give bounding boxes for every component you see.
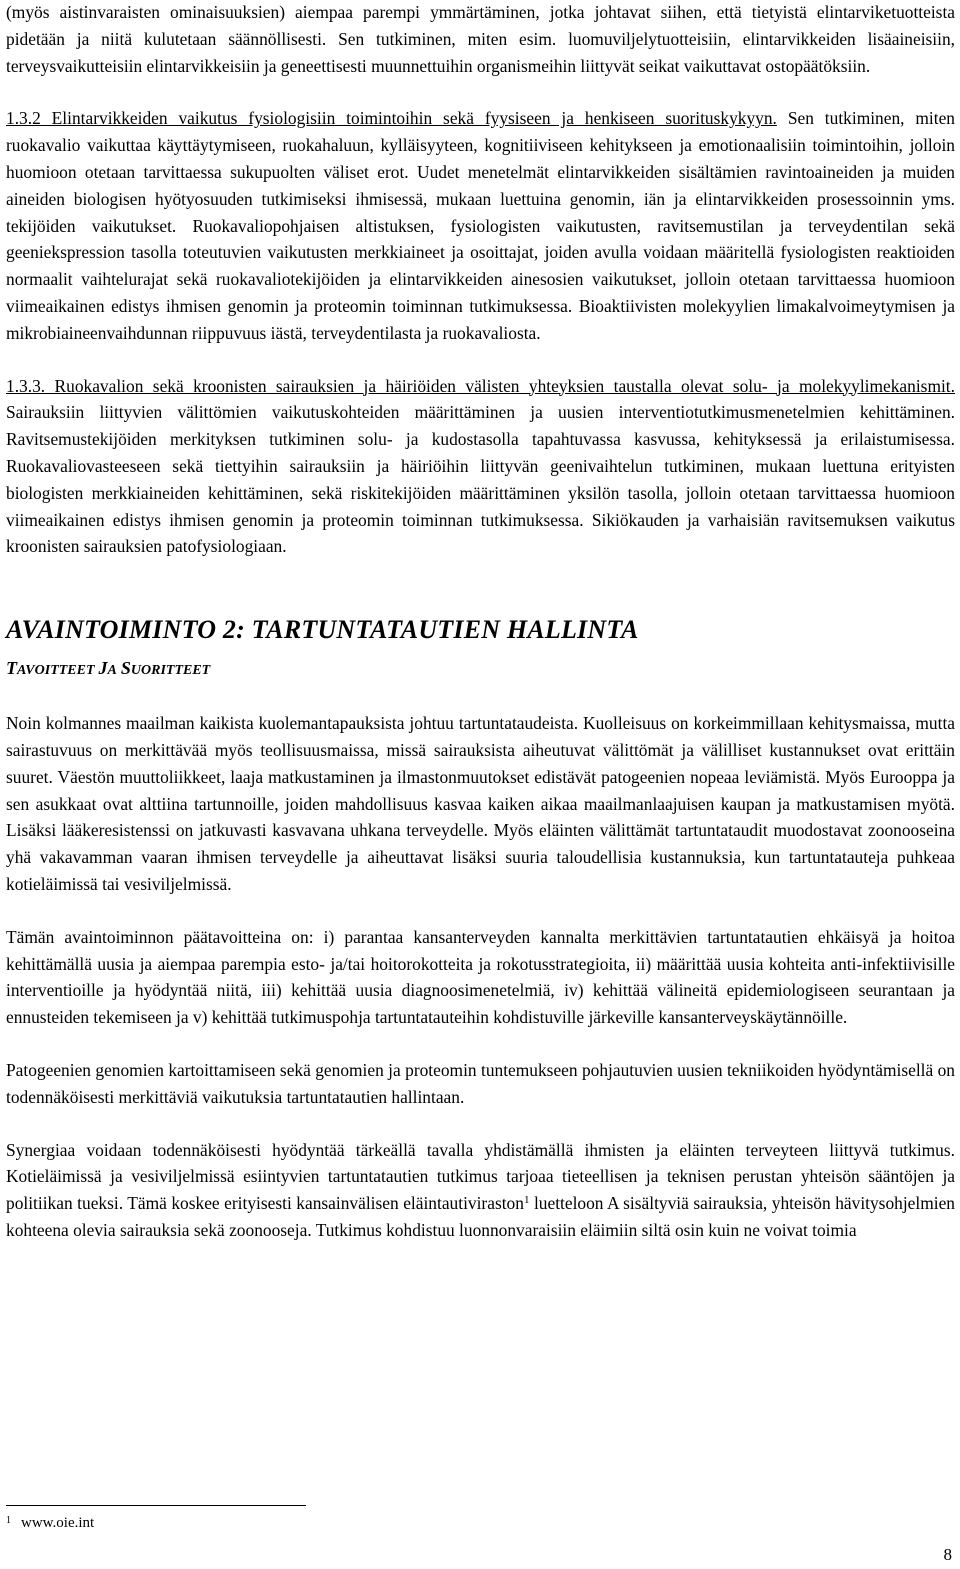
section-heading-1-3-3: 1.3.3. Ruokavalion sekä kroonisten sairauksien ja häiriöiden välisten yhteyksien taustalla olevat solu- ja molekyylimekanismit. xyxy=(6,375,955,396)
paragraph-4 xyxy=(6,1137,955,1244)
paragraph-4-text-cont: luetteloon A sisältyviä sairauksia, yhteisön hävitysohjelmien kohteena olevia sairauksia sekä zoonooseja. Tutkimus kohdistuu luonnonvaraisiin eläimiin siltä osin kuin ne voivat toimia xyxy=(6,1193,955,1240)
page-number: 8 xyxy=(943,1545,952,1564)
paragraph-4-text: Synergiaa voidaan todennäköisesti hyödyntää tärkeällä tavalla yhdistämällä ihmisten ja eläinten terveyteen liittyvä tutkimus. Kotieläimissä ja vesiviljelmissä esiintyvien tartuntatautien tutkimus tarjoaa tieteellisen ja teknisen perustan yhteisön sääntöjen ja politiikan tueksi. Tämä koskee erityisesti kansainvälisen eläintautiviraston xyxy=(6,1139,955,1214)
section-heading-1-3-2: 1.3.2 Elintarvikkeiden vaikutus fysiologisiin toimintoihin sekä fyysiseen ja henkiseen suorituskykyyn. xyxy=(6,108,777,129)
footnote xyxy=(6,1513,94,1533)
paragraph-3: Patogeenien genomien kartoittamiseen sekä genomien ja proteomin tuntemukseen pohjautuvien uusien tekniikoiden hyödyntämisellä on todennäköisesti merkittäviä vaikutuksia tartuntatautien hallintaan. xyxy=(6,1059,955,1107)
footnote-mark: 1 xyxy=(6,1515,11,1526)
sub-heading-rest: UORITTEET xyxy=(130,663,211,679)
sub-heading-cap: S xyxy=(120,658,131,679)
paragraph-1: Noin kolmannes maailman kaikista kuolemantapauksista johtuu tartuntataudeista. Kuolleisuus on korkeimmillaan kehitysmaissa, mutta sairastuvuus on merkittävää myös teollisuusmaissa, missä sairauksista aiheutuvat välittömät ja välilliset kustannukset ovat erittäin suuret. Väestön muuttoliikkeet, laaja matkustaminen ja ilmastonmuutokset edistävät patogeenien nopeaa leviämistä. Myös Eurooppa ja sen asukkaat ovat alttiina tartunnoille, joiden mahdollisuus kasvaa kaiken aikaa maailmanlaajuisen kaupan ja matkustamisen myötä. Lisäksi lääkeresistenssi on jatkuvasti kasvavana uhkana terveydelle. Myös eläinten välittämät tartuntataudit muodostavat zoonooseina yhä vakavamman vaaran ihmisen terveydelle ja aiheuttavat lisäksi suuria taloudellisia kustannuksia, kun tartuntatauteja puhkeaa kotieläimissä tai vesiviljelmissä. xyxy=(6,713,955,894)
section-body-1-3-3: Sairauksiin liittyvien välittömien vaikutuskohteiden määrittäminen ja uusien interventiotutkimusmenetelmien kehittäminen. Ravitsemustekijöiden merkityksen tutkiminen solu- ja kudostasolla tapahtuvassa kasvussa, kehityksessä ja erilaistumisessa. Ruokavaliovasteeseen sekä tiettyihin sairauksiin ja häiriöihin liittyvän geenivaihtelun tutkiminen, mukaan luettuna erityisten biologisten merkkiaineiden kehittäminen, sekä riskitekijöiden määrittäminen yksilön tasolla, jolloin otetaan tarvittaessa huomioon viimeaikainen edistys ihmisen genomin ja proteomin toiminnan tutkimuksessa. Sikiökauden ja varhaisiän ravitsemuksen vaikutus kroonisten sairauksien patofysiologiaan. xyxy=(6,402,955,557)
section-1-3-3 xyxy=(6,373,955,561)
section-body-1-3-2: Sen tutkiminen, miten ruokavalio vaikuttaa käyttäytymiseen, ruokahaluun, kylläisyyteen, kognitiiviseen kehitykseen ja emotionaalisiin toimintoihin, jolloin huomioon otetaan tarvittaessa sukupuolten väliset erot. Uudet menetelmät elintarvikkeiden sisältämien ravintoaineiden ja muiden aineiden biologisen hyötyosuuden tutkimiseksi ihmisessä, mukaan luettuina genomin, iän ja elintarvikkeiden prosessoinnin yms. tekijöiden vaikutukset. Ruokavaliopohjaisen altistuksen, fysiologisten vaikutusten, ravitsemustilan ja terveydentilan sekä geeniekspression tasolla toteutuvien vaikutusten merkkiaineet ja osoittajat, joiden avulla voidaan määritellä fysiologisten reaktioiden normaalit vaihtelurajat sekä ruokavaliotekijöiden ja elintarvikkeiden ainesosien vaikutukset, jolloin otetaan tarvittaessa huomioon viimeaikainen edistys ihmisen genomin ja proteomin toiminnan tutkimuksessa. Bioaktiivisten molekyylien limakalvoimeytymisen ja mikrobiaineenvaihdunnan riippuvuus iästä, terveydentilasta ja ruokavaliosta. xyxy=(6,108,956,343)
sub-heading-rest: AVOITTEET xyxy=(17,663,95,679)
sub-heading xyxy=(6,656,955,683)
sub-heading-rest: A xyxy=(107,663,117,679)
paragraph-2: Tämän avaintoiminnon päätavoitteina on: i) parantaa kansanterveyden kannalta merkittävien tartuntatautien ehkäisyä ja hoitoa kehittämällä uusia ja aiempaa parempia esto- ja/tai hoitorokotteita ja rokotusstrategioita, ii) määrittää uusia kohteita anti-infektiivisille interventioille ja hyödyntää niitä, iii) kehittää uusia diagnoosimenetelmiä, iv) kehittää välineitä epidemiologiseen seurantaan ja ennusteiden tekemiseen ja v) kehittää tutkimuspohja tartuntatauteihin kohdistuville järkeville kansanterveyskäytännöille. xyxy=(6,926,955,1028)
section-1-3-2 xyxy=(6,105,955,346)
sub-heading-cap: J xyxy=(98,658,108,679)
footnote-reference[interactable]: 1 xyxy=(523,1194,530,1207)
main-heading: AVAINTOIMINTO 2: TARTUNTATAUTIEN HALLINTA xyxy=(6,615,639,645)
document-page xyxy=(6,0,955,1244)
footnote-divider xyxy=(6,1505,306,1506)
footnote-link[interactable]: www.oie.int xyxy=(21,1515,95,1531)
sub-heading-cap: T xyxy=(6,658,17,679)
intro-paragraph: (myös aistinvaraisten ominaisuuksien) aiempaa parempi ymmärtäminen, jotka johtavat siihen, että tietyistä elintarviketuotteista pidetään ja niitä kulutetaan säännöllisesti. Sen tutkiminen, miten esim. luomuviljelytuotteisiin, elintarvikkeiden lisäaineisiin, terveysvaikutteisiin elintarvikkeisiin ja geneettisesti muunnettuihin organismeihin liittyvät seikat vaikuttavat ostopäätöksiin. xyxy=(6,2,955,76)
